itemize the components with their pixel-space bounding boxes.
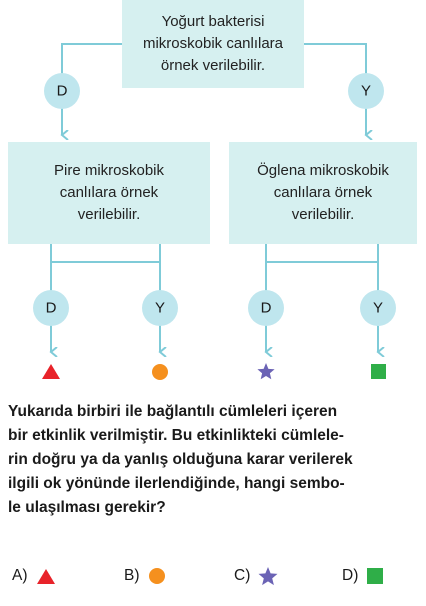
triangle-icon bbox=[42, 364, 60, 379]
star-icon bbox=[258, 566, 278, 586]
svg-text:Y: Y bbox=[372, 299, 384, 317]
left-statement-line-1: Pire mikroskobik bbox=[53, 162, 165, 179]
right-statement-line-1: Öglena mikroskobik bbox=[257, 162, 389, 179]
option-c[interactable] bbox=[234, 562, 278, 590]
question-line-4: ilgili ok yönünde ilerlendiğinde, hangi sembo- bbox=[8, 475, 345, 492]
circle-right-y bbox=[360, 290, 396, 326]
square-icon bbox=[366, 567, 384, 585]
svg-text:D: D bbox=[45, 299, 57, 317]
circle-right-d bbox=[248, 290, 284, 326]
connector-top-left bbox=[62, 44, 122, 76]
circle-left-d bbox=[33, 290, 69, 326]
svg-text:Y: Y bbox=[154, 299, 166, 317]
top-statement-box bbox=[122, 0, 304, 88]
circle-top-d bbox=[44, 73, 80, 109]
left-statement-line-2: canlılara örnek bbox=[59, 184, 159, 201]
question-line-1: Yukarıda birbiri ile bağlantılı cümleleri içeren bbox=[8, 403, 338, 420]
right-statement-box bbox=[229, 142, 417, 244]
connector-top-right bbox=[304, 44, 366, 76]
circle-icon bbox=[152, 364, 168, 380]
circle-left-y bbox=[142, 290, 178, 326]
right-statement-line-3: verilebilir. bbox=[291, 206, 355, 223]
top-statement-line-1: Yoğurt bakterisi bbox=[161, 13, 265, 30]
question-text bbox=[8, 400, 420, 520]
option-d-label: D) bbox=[342, 567, 359, 584]
square-icon bbox=[371, 364, 386, 379]
question-line-5: le ulaşılması gerekir? bbox=[8, 499, 166, 516]
option-d[interactable] bbox=[342, 562, 384, 590]
option-a-label: A) bbox=[12, 567, 28, 584]
connector-left-branch bbox=[51, 244, 160, 262]
option-b[interactable] bbox=[124, 562, 166, 590]
connector-right-branch bbox=[266, 244, 378, 262]
triangle-icon bbox=[36, 567, 56, 585]
option-b-label: B) bbox=[124, 567, 140, 584]
answer-options bbox=[0, 562, 426, 590]
left-statement-line-3: verilebilir. bbox=[77, 206, 141, 223]
question-line-2: bir etkinlik verilmiştir. Bu etkinlikteki cümlele- bbox=[8, 427, 344, 444]
star-icon bbox=[257, 363, 274, 379]
svg-text:Y: Y bbox=[360, 82, 372, 100]
circle-icon bbox=[148, 567, 166, 585]
circle-top-y bbox=[348, 73, 384, 109]
option-c-label: C) bbox=[234, 567, 251, 584]
top-statement-line-3: örnek verilebilir. bbox=[160, 57, 266, 74]
option-a[interactable] bbox=[12, 562, 56, 590]
top-statement-line-2: mikroskobik canlılara bbox=[142, 35, 284, 52]
question-line-3: rin doğru ya da yanlış olduğuna karar verilerek bbox=[8, 451, 353, 468]
left-statement-box bbox=[8, 142, 210, 244]
svg-text:D: D bbox=[260, 299, 272, 317]
right-statement-line-2: canlılara örnek bbox=[273, 184, 373, 201]
svg-text:D: D bbox=[56, 82, 68, 100]
